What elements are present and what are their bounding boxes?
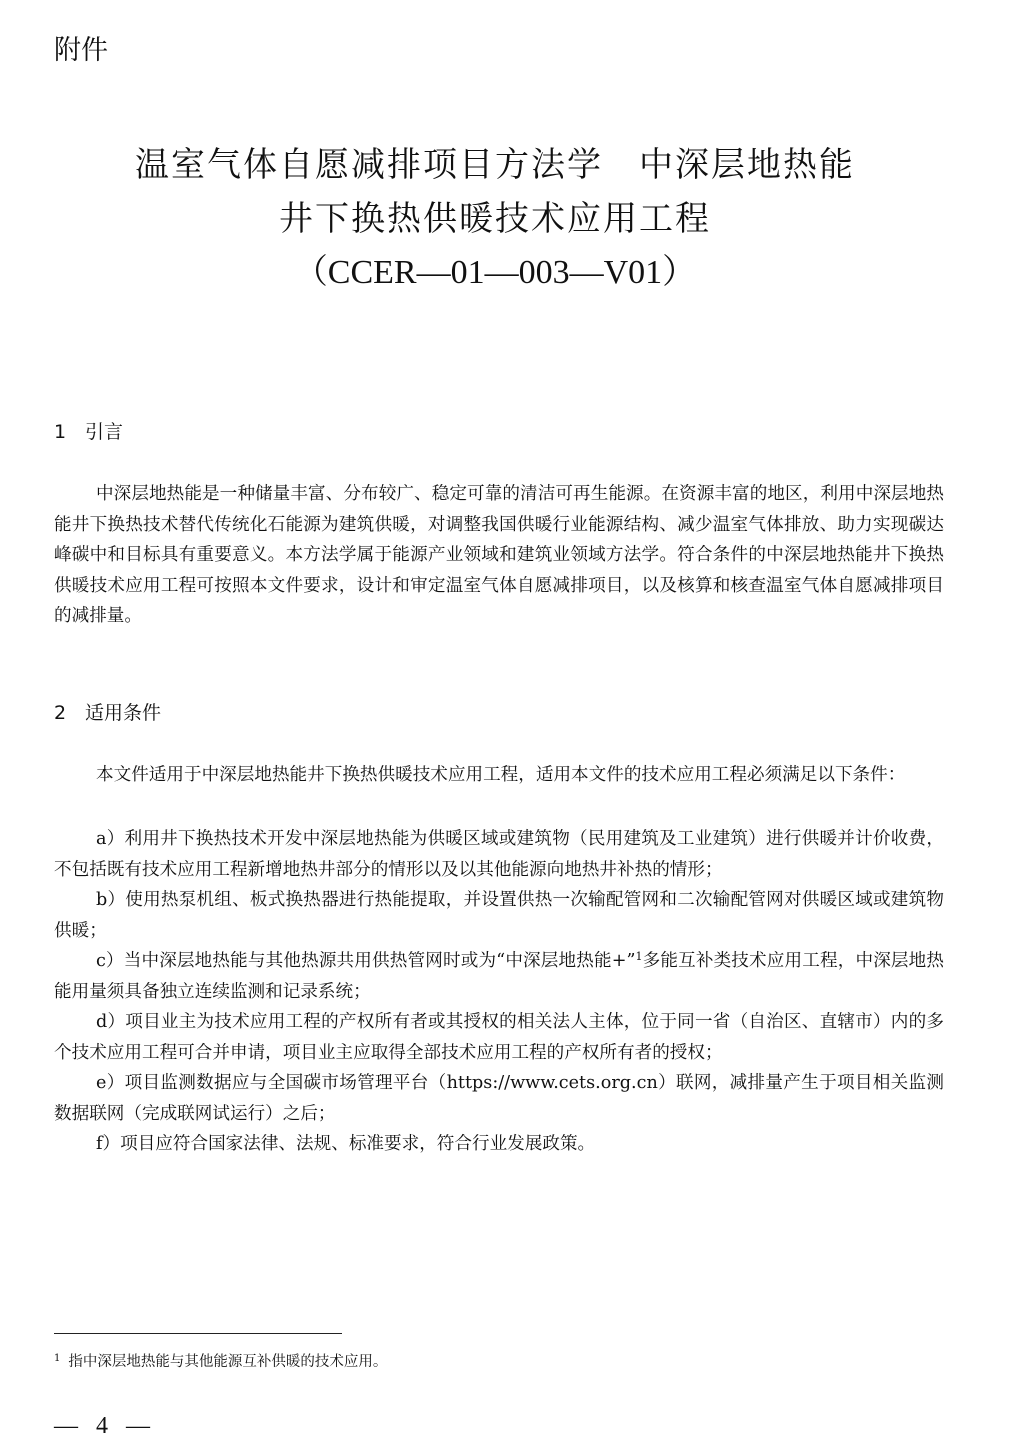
condition-c	[54, 946, 944, 1007]
condition-f: f）项目应符合国家法律、法规、标准要求，符合行业发展政策。	[96, 1134, 596, 1154]
condition-c-text: c）当中深层地热能与其他热源共用供热管网时或为“中深层地热能+”	[96, 951, 636, 971]
conditions-list	[54, 824, 944, 1160]
document-title	[0, 138, 990, 300]
section-2-heading	[54, 698, 161, 725]
section-1-title: 引言	[85, 421, 124, 443]
section-2-title: 适用条件	[85, 702, 162, 724]
section-1-heading	[54, 417, 123, 444]
section-2-number: 2	[54, 702, 67, 724]
section-2-intro: 本文件适用于中深层地热能井下换热供暖技术应用工程，适用本文件的技术应用工程必须满足以下条件：	[96, 765, 906, 785]
title-line-1: 温室气体自愿减排项目方法学 中深层地热能	[135, 145, 855, 185]
footnote-reference[interactable]: 1	[635, 950, 643, 963]
attachment-label: 附件	[54, 35, 108, 66]
condition-c-tail: 多能互补类技术应用工程，中深层地热能用量须具备独立连续监测和记录系统；	[54, 951, 944, 1002]
page-number: — 4 —	[54, 1413, 156, 1439]
section-1-paragraph: 中深层地热能是一种储量丰富、分布较广、稳定可靠的清洁可再生能源。在资源丰富的地区，利用中深层地热能井下换热技术替代传统化石能源为建筑供暖，对调整我国供暖行业能源结构、减少温室气体排放、助力实现碳达峰碳中和目标具有重要意义。本方法学属于能源产业领域和建筑业领域方法学。符合条件的中深层地热能井下换热供暖技术应用工程可按照本文件要求，设计和审定温室气体自愿减排项目，以及核算和核查温室气体自愿减排项目的减排量。	[54, 484, 944, 626]
footnote-marker: 1	[54, 1353, 61, 1364]
condition-a: a）利用井下换热技术开发中深层地热能为供暖区域或建筑物（民用建筑及工业建筑）进行供暖并计价收费，不包括既有技术应用工程新增地热井部分的情形以及以其他能源向地热井补热的情形；	[54, 829, 944, 880]
condition-d: d）项目业主为技术应用工程的产权所有者或其授权的相关法人主体，位于同一省（自治区、直辖市）内的多个技术应用工程可合并申请，项目业主应取得全部技术应用工程的产权所有者的授权；	[54, 1012, 944, 1063]
condition-b: b）使用热泵机组、板式换热器进行热能提取，并设置供热一次输配管网和二次输配管网对供暖区域或建筑物供暖；	[54, 890, 944, 941]
footnote-text: 指中深层地热能与其他能源互补供暖的技术应用。	[68, 1354, 388, 1370]
footnote	[54, 1349, 387, 1372]
footnote-divider	[54, 1333, 342, 1334]
title-code: （CCER—01—003—V01）	[293, 254, 697, 291]
section-1-number: 1	[54, 421, 67, 443]
condition-e: e）项目监测数据应与全国碳市场管理平台（https://www.cets.org.cn）联网，减排量产生于项目相关监测数据联网（完成联网试运行）之后；	[54, 1073, 944, 1124]
title-line-2: 井下换热供暖技术应用工程	[279, 199, 711, 239]
